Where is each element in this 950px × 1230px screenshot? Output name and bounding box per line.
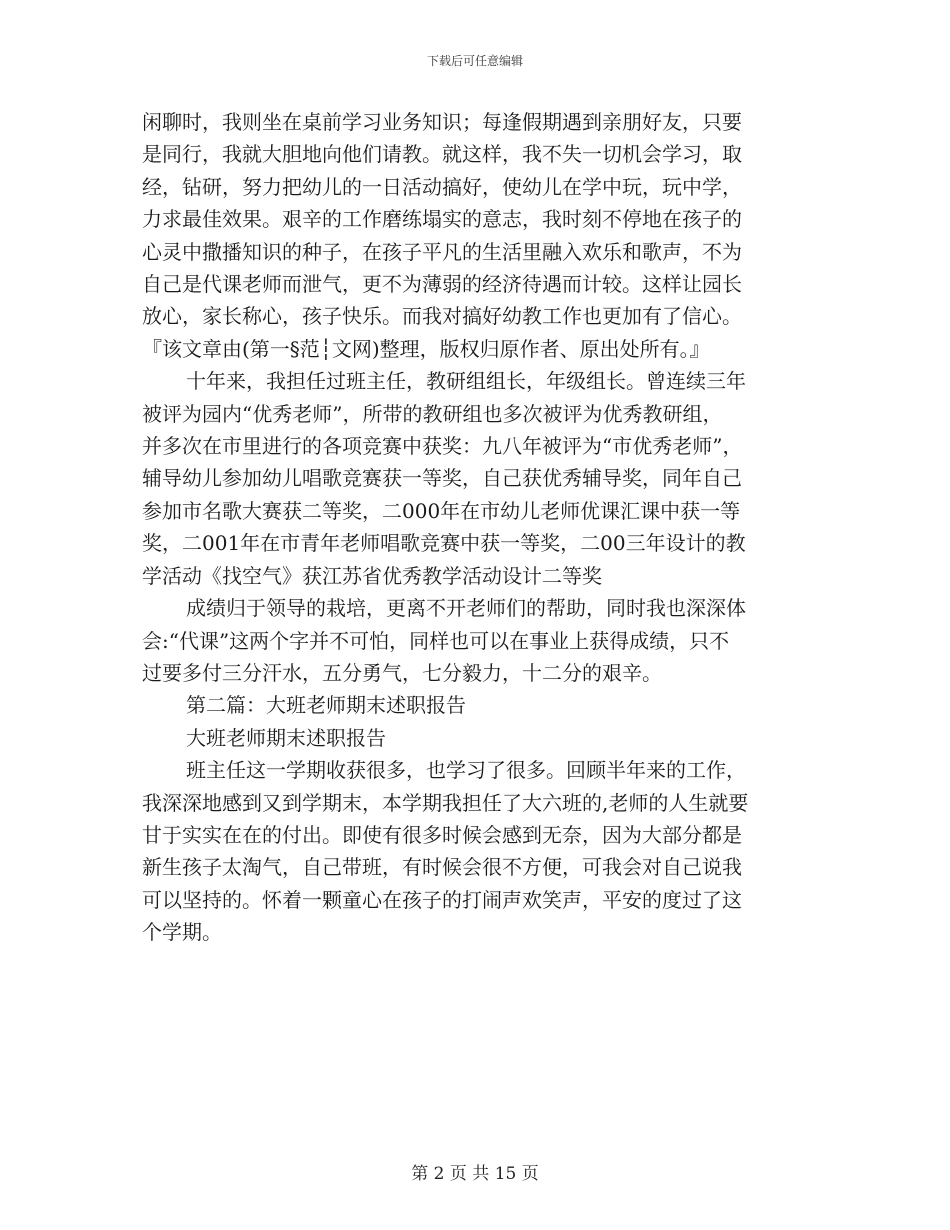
body-line: 甘于实实在在的付出。即使有很多时候会感到无奈，因为大部分都是 [142, 822, 742, 847]
body-line: 可以坚持的。怀着一颗童心在孩子的打闹声欢笑声，平安的度过了这 [142, 887, 742, 912]
document-body [142, 106, 808, 949]
page-number-footer: 第 2 页 共 15 页 [411, 1164, 539, 1184]
body-line: 『该文章由(第一§范┆文网)整理，版权归原作者、原出处所有。』 [142, 336, 710, 361]
body-line: 经，钻研，努力把幼儿的一日活动搞好，使幼儿在学中玩，玩中学， [142, 174, 742, 199]
body-line: 自己是代课老师而泄气，更不为薄弱的经济待遇而计较。这样让园长 [142, 272, 742, 297]
body-line-indented: 十年来，我担任过班主任，教研组组长，年级组长。曾连续三年 [186, 369, 746, 394]
body-line: 会:“代课”这两个字并不可怕，同样也可以在事业上获得成绩，只不 [142, 628, 730, 653]
body-line-indented: 成绩归于领导的栽培，更离不开老师们的帮助，同时我也深深体 [186, 596, 746, 621]
body-line-indented: 班主任这一学期收获很多，也学习了很多。回顾半年来的工作， [186, 758, 746, 783]
body-line: 闲聊时，我则坐在桌前学习业务知识；每逢假期遇到亲朋好友，只要 [142, 110, 742, 134]
body-line: 我深深地感到又到学期末，本学期我担任了大六班的,老师的人生就要 [142, 790, 749, 815]
body-line: 辅导幼儿参加幼儿唱歌竞赛获一等奖，自己获优秀辅导奖，同年自己 [142, 466, 742, 491]
body-line: 力求最佳效果。艰辛的工作磨练塌实的意志，我时刻不停地在孩子的 [142, 207, 742, 232]
body-line: 奖，二001年在市青年老师唱歌竞赛中获一等奖，二00三年设计的教 [142, 531, 746, 556]
body-line: 个学期。 [142, 920, 222, 945]
body-line: 参加市名歌大赛获二等奖，二000年在市幼儿老师优课汇课中获一等 [142, 498, 741, 523]
body-line: 过要多付三分汗水，五分勇气，七分毅力，十二分的艰辛。 [142, 660, 662, 685]
section-heading: 第二篇：大班老师期末述职报告 [186, 693, 466, 718]
body-line: 并多次在市里进行的各项竞赛中获奖：九八年被评为“市优秀老师”， [142, 434, 743, 459]
body-line: 放心，家长称心，孩子快乐。而我对搞好幼教工作也更加有了信心。 [142, 304, 742, 329]
page-header-note: 下载后可任意编辑 [426, 54, 523, 68]
body-line: 心灵中撒播知识的种子，在孩子平凡的生活里融入欢乐和歌声，不为 [142, 239, 742, 264]
body-line: 被评为园内“优秀老师”，所带的教研组也多次被评为优秀教研组， [142, 401, 723, 426]
body-line: 新生孩子太淘气，自己带班，有时候会很不方便，可我会对自己说我 [142, 855, 742, 880]
body-line: 是同行，我就大胆地向他们请教。就这样，我不失一切机会学习，取 [142, 142, 742, 167]
body-line: 学活动《找空气》获江苏省优秀教学活动设计二等奖 [142, 563, 602, 588]
section-title: 大班老师期末述职报告 [186, 725, 386, 750]
